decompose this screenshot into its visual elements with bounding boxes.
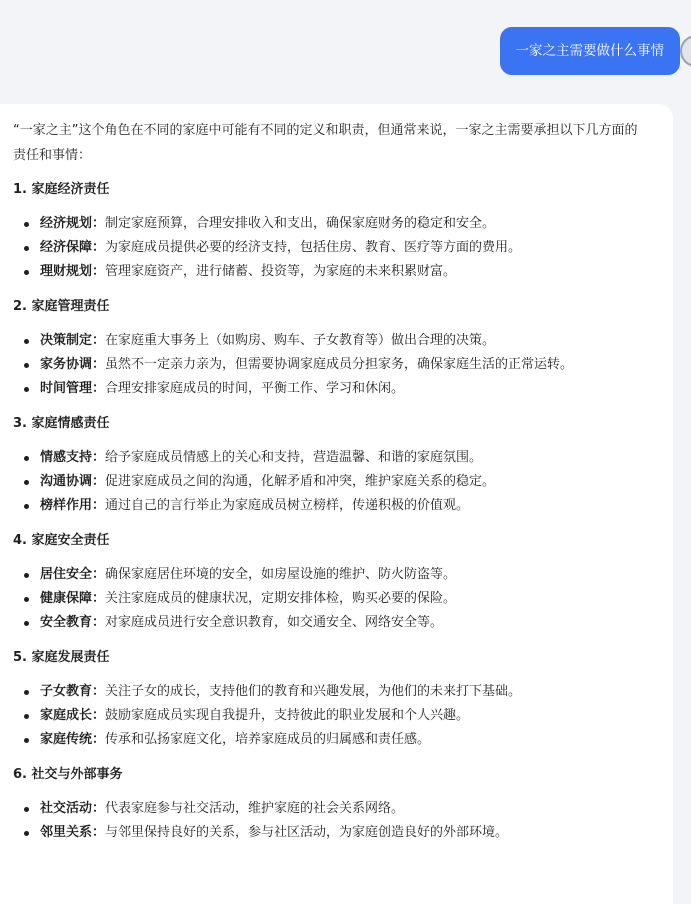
list-item xyxy=(13,680,649,704)
section-bullet-list xyxy=(13,446,649,518)
list-item xyxy=(13,377,649,401)
section-bullet-list xyxy=(13,563,649,635)
section-bullet-list xyxy=(13,680,649,752)
item-term: 经济保障： xyxy=(40,240,106,255)
bullet-dot-icon xyxy=(24,831,29,836)
item-term: 家庭传统： xyxy=(40,732,106,747)
answer-sections xyxy=(13,180,649,845)
list-item xyxy=(13,704,649,728)
assistant-answer xyxy=(0,104,673,904)
list-item xyxy=(13,611,649,635)
bullet-dot-icon xyxy=(24,480,29,485)
item-description: 关注家庭成员的健康状况，定期安排体检，购买必要的保险。 xyxy=(105,591,457,606)
list-item xyxy=(13,212,649,236)
bullet-dot-icon xyxy=(24,246,29,251)
item-description: 通过自己的言行举止为家庭成员树立榜样，传递积极的价值观。 xyxy=(105,498,470,513)
item-description: 与邻里保持良好的关系，参与社区活动，为家庭创造良好的外部环境。 xyxy=(105,825,509,840)
answer-intro: “一家之主”这个角色在不同的家庭中可能有不同的定义和职责，但通常来说，一家之主需要承担以下几方面的责任和事情： xyxy=(13,123,638,163)
bullet-dot-icon xyxy=(24,714,29,719)
item-description: 在家庭重大事务上（如购房、购车、子女教育等）做出合理的决策。 xyxy=(105,333,496,348)
bullet-dot-icon xyxy=(24,621,29,626)
bullet-dot-icon xyxy=(24,573,29,578)
list-item xyxy=(13,470,649,494)
item-description: 促进家庭成员之间的沟通，化解矛盾和冲突，维护家庭关系的稳定。 xyxy=(105,474,496,489)
bullet-dot-icon xyxy=(24,690,29,695)
section-bullet-list xyxy=(13,329,649,401)
item-description: 确保家庭居住环境的安全，如房屋设施的维护、防火防盗等。 xyxy=(105,567,457,582)
item-term: 经济规划： xyxy=(40,216,106,231)
bullet-dot-icon xyxy=(24,363,29,368)
item-term: 安全教育： xyxy=(40,615,106,630)
section-bullet-list xyxy=(13,212,649,284)
item-term: 沟通协调： xyxy=(40,474,106,489)
item-term: 决策制定： xyxy=(40,333,106,348)
answer-section xyxy=(13,531,649,635)
item-term: 邻里关系： xyxy=(40,825,106,840)
section-heading: 1. 家庭经济责任 xyxy=(13,182,110,197)
item-description: 给予家庭成员情感上的关心和支持，营造温馨、和谐的家庭氛围。 xyxy=(105,450,483,465)
bullet-dot-icon xyxy=(24,387,29,392)
item-description: 关注子女的成长，支持他们的教育和兴趣发展，为他们的未来打下基础。 xyxy=(105,684,522,699)
user-avatar[interactable] xyxy=(680,35,691,67)
section-bullet-list xyxy=(13,797,649,845)
list-item xyxy=(13,563,649,587)
section-heading: 4. 家庭安全责任 xyxy=(13,533,110,548)
answer-section xyxy=(13,414,649,518)
item-term: 家庭成长： xyxy=(40,708,106,723)
bullet-dot-icon xyxy=(24,807,29,812)
list-item xyxy=(13,587,649,611)
list-item xyxy=(13,353,649,377)
section-heading: 3. 家庭情感责任 xyxy=(13,416,110,431)
list-item xyxy=(13,446,649,470)
item-description: 传承和弘扬家庭文化，培养家庭成员的归属感和责任感。 xyxy=(105,732,431,747)
answer-section xyxy=(13,648,649,752)
item-term: 健康保障： xyxy=(40,591,106,606)
item-term: 榜样作用： xyxy=(40,498,106,513)
answer-section xyxy=(13,180,649,284)
item-term: 时间管理： xyxy=(40,381,106,396)
list-item xyxy=(13,797,649,821)
item-term: 家务协调： xyxy=(40,357,106,372)
item-term: 情感支持： xyxy=(40,450,106,465)
item-term: 居住安全： xyxy=(40,567,106,582)
section-heading: 2. 家庭管理责任 xyxy=(13,299,110,314)
list-item xyxy=(13,329,649,353)
item-term: 子女教育： xyxy=(40,684,106,699)
answer-section xyxy=(13,765,649,845)
section-heading: 5. 家庭发展责任 xyxy=(13,650,110,665)
item-description: 为家庭成员提供必要的经济支持，包括住房、教育、医疗等方面的费用。 xyxy=(105,240,522,255)
item-term: 理财规划： xyxy=(40,264,106,279)
bullet-dot-icon xyxy=(24,270,29,275)
item-description: 对家庭成员进行安全意识教育，如交通安全、网络安全等。 xyxy=(105,615,444,630)
item-description: 管理家庭资产，进行储蓄、投资等，为家庭的未来积累财富。 xyxy=(105,264,457,279)
list-item xyxy=(13,236,649,260)
item-description: 制定家庭预算，合理安排收入和支出，确保家庭财务的稳定和安全。 xyxy=(105,216,496,231)
item-description: 代表家庭参与社交活动，维护家庭的社会关系网络。 xyxy=(105,801,405,816)
bullet-dot-icon xyxy=(24,597,29,602)
bullet-dot-icon xyxy=(24,222,29,227)
bullet-dot-icon xyxy=(24,339,29,344)
user-message-row xyxy=(500,27,681,75)
section-heading: 6. 社交与外部事务 xyxy=(13,767,123,782)
bullet-dot-icon xyxy=(24,504,29,509)
bullet-dot-icon xyxy=(24,456,29,461)
bullet-dot-icon xyxy=(24,738,29,743)
list-item xyxy=(13,494,649,518)
item-term: 社交活动： xyxy=(40,801,106,816)
item-description: 鼓励家庭成员实现自我提升，支持彼此的职业发展和个人兴趣。 xyxy=(105,708,470,723)
list-item xyxy=(13,260,649,284)
item-description: 虽然不一定亲力亲为，但需要协调家庭成员分担家务，确保家庭生活的正常运转。 xyxy=(105,357,574,372)
list-item xyxy=(13,821,649,845)
list-item xyxy=(13,728,649,752)
user-message-bubble: 一家之主需要做什么事情 xyxy=(500,27,681,75)
item-description: 合理安排家庭成员的时间，平衡工作、学习和休闲。 xyxy=(105,381,405,396)
answer-section xyxy=(13,297,649,401)
